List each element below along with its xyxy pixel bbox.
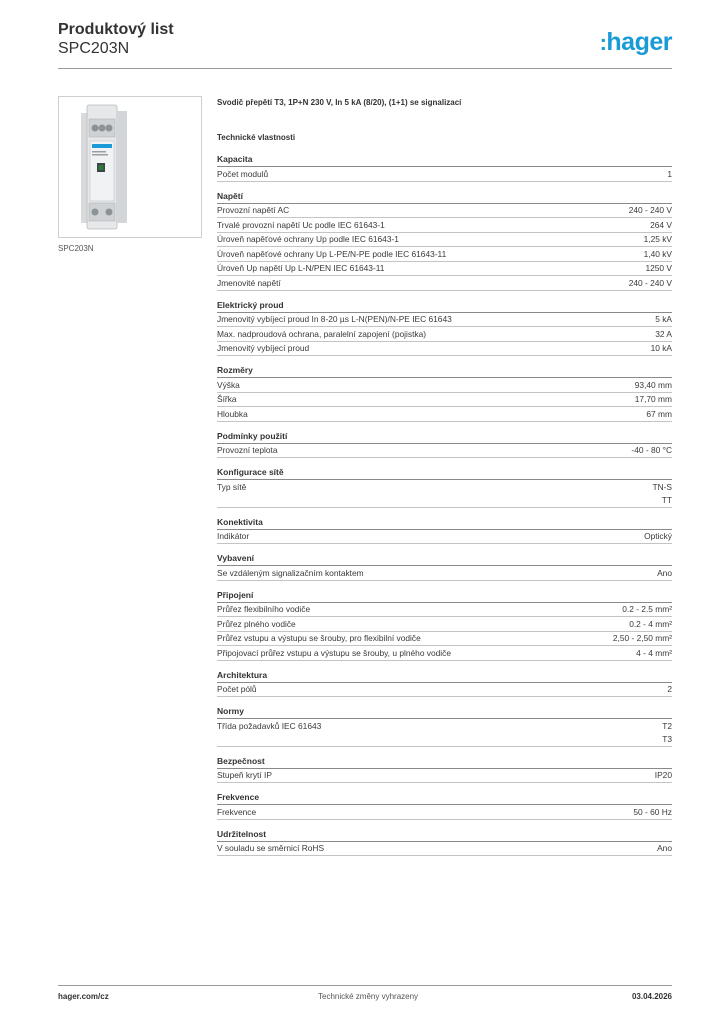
image-caption: SPC203N — [58, 244, 94, 253]
section-title: Připojení — [217, 589, 672, 603]
footer-date: 03.04.2026 — [631, 992, 672, 1001]
section-title: Kapacita — [217, 153, 672, 167]
specification-sections — [217, 153, 672, 856]
spec-value-group — [645, 262, 672, 275]
product-image — [58, 96, 202, 238]
spec-value-group — [622, 603, 672, 616]
hager-logo — [600, 28, 672, 57]
technical-properties-heading: Technické vlastnosti — [217, 133, 296, 142]
spec-label: Průřez flexibilního vodiče — [217, 604, 311, 614]
spec-value-group — [629, 618, 672, 631]
spec-label: Průřez plného vodiče — [217, 618, 296, 629]
spec-label: Třída požadavků IEC 61643 — [217, 720, 322, 731]
spec-value: 10 kA — [650, 343, 672, 353]
spec-label: Průřez vstupu a výstupu se šrouby, pro flexibilní vodiče — [217, 633, 421, 643]
spec-label: Stupeň krytí IP — [217, 770, 272, 780]
spec-row — [217, 233, 672, 248]
section-title: Udržitelnost — [217, 828, 672, 842]
spec-row — [217, 262, 672, 277]
spec-row — [217, 769, 672, 784]
spec-row — [217, 805, 672, 820]
spec-label: Počet modulů — [217, 168, 269, 179]
spec-row — [217, 617, 672, 632]
spec-row — [217, 342, 672, 357]
section-title: Rozměry — [217, 364, 672, 378]
spec-value-group — [662, 720, 672, 746]
spec-value-group — [635, 393, 672, 406]
spec-label: Výška — [217, 379, 240, 390]
footer-note: Technické změny vyhrazeny — [318, 992, 419, 1001]
section-title: Konektivita — [217, 516, 672, 530]
spec-section — [217, 791, 672, 820]
spec-value: Ano — [657, 843, 672, 853]
document-header — [58, 20, 174, 58]
spec-value-group — [644, 248, 672, 261]
spec-section — [217, 755, 672, 784]
spec-section — [217, 153, 672, 182]
specification-content — [217, 96, 672, 856]
spec-label: Typ sítě — [217, 481, 247, 492]
spec-label: Hloubka — [217, 408, 248, 419]
surge-protector-image — [59, 97, 201, 237]
spec-section — [217, 466, 672, 508]
spec-label: Indikátor — [217, 531, 250, 541]
spec-label: Úroveň napěťové ochrany Up L-PE/N-PE podle IEC 61643-11 — [217, 248, 447, 259]
spec-value: 2,50 - 2,50 mm² — [612, 633, 672, 643]
spec-value-group — [646, 408, 672, 421]
spec-row — [217, 204, 672, 219]
spec-row — [217, 167, 672, 182]
spec-value-group — [650, 219, 672, 232]
spec-value: 32 A — [655, 328, 672, 339]
spec-value: 0.2 - 4 mm² — [629, 618, 672, 629]
spec-value: 240 - 240 V — [628, 205, 672, 215]
spec-value-secondary: TT — [661, 494, 672, 505]
spec-value: IP20 — [654, 770, 672, 780]
section-title: Napětí — [217, 190, 672, 204]
spec-row — [217, 327, 672, 342]
spec-value: -40 - 80 °C — [631, 445, 672, 455]
spec-value-group — [667, 683, 672, 696]
spec-value-group — [651, 342, 672, 355]
spec-section — [217, 589, 672, 661]
section-title: Normy — [217, 705, 672, 719]
spec-value: 264 V — [650, 219, 672, 230]
logo-text: hager — [606, 28, 672, 56]
spec-label: Provozní teplota — [217, 445, 278, 455]
section-title: Architektura — [217, 669, 672, 683]
spec-row — [217, 632, 672, 647]
spec-value-group — [635, 379, 672, 392]
spec-value-group — [655, 769, 672, 782]
spec-label: Jmenovité napětí — [217, 277, 281, 288]
section-title: Frekvence — [217, 791, 672, 805]
spec-value-group — [644, 530, 672, 543]
document-title: Produktový list — [58, 21, 174, 38]
spec-value: 93,40 mm — [634, 379, 672, 390]
spec-value-group — [655, 328, 672, 341]
spec-section — [217, 705, 672, 747]
section-title: Podmínky použití — [217, 430, 672, 444]
spec-section — [217, 299, 672, 357]
spec-label: Šířka — [217, 394, 237, 404]
footer-website: hager.com/cz — [58, 992, 109, 1001]
spec-value-group — [629, 277, 672, 290]
spec-value-group — [657, 842, 672, 855]
footer-divider — [58, 985, 672, 986]
spec-value: 4 - 4 mm² — [636, 647, 672, 658]
spec-label: Úroveň napěťové ochrany Up podle IEC 61643-1 — [217, 234, 399, 244]
spec-row — [217, 719, 672, 747]
spec-row — [217, 313, 672, 328]
spec-row — [217, 247, 672, 262]
spec-row — [217, 378, 672, 393]
spec-row — [217, 842, 672, 857]
spec-label: Provozní napětí AC — [217, 205, 290, 215]
spec-value-group — [631, 444, 672, 457]
spec-row — [217, 393, 672, 408]
spec-row — [217, 566, 672, 581]
spec-value-group — [667, 168, 672, 181]
spec-section — [217, 430, 672, 459]
spec-value: 1,25 kV — [643, 234, 672, 244]
logo-dots-icon: : — [599, 30, 607, 55]
spec-value: T2 — [662, 720, 672, 731]
spec-label: Počet pólů — [217, 684, 257, 694]
spec-value: 1,40 kV — [643, 248, 672, 259]
spec-label: Jmenovitý vybíjecí proud — [217, 343, 310, 353]
product-description: Svodič přepětí T3, 1P+N 230 V, In 5 kA (8/20), (1+1) se signalizací — [217, 98, 462, 107]
spec-value: 17,70 mm — [634, 394, 672, 404]
spec-value-group — [629, 204, 672, 217]
spec-label: Jmenovitý vybíjecí proud In 8-20 µs L-N(PEN)/N-PE IEC 61643 — [217, 314, 452, 324]
spec-value: 5 kA — [655, 314, 672, 324]
section-title: Vybavení — [217, 552, 672, 566]
spec-value: 67 mm — [646, 408, 672, 419]
spec-row — [217, 646, 672, 661]
spec-value: 0.2 - 2.5 mm² — [622, 604, 672, 614]
spec-label: Max. nadproudová ochrana, paralelní zapojení (pojistka) — [217, 328, 427, 339]
spec-value: Ano — [657, 567, 672, 578]
spec-row — [217, 530, 672, 545]
spec-value: 50 - 60 Hz — [633, 806, 672, 817]
spec-section — [217, 669, 672, 698]
spec-value-group — [655, 313, 672, 326]
spec-value-group — [644, 233, 672, 246]
spec-row — [217, 683, 672, 698]
spec-row — [217, 603, 672, 618]
spec-value-group — [633, 806, 672, 819]
spec-value-secondary: T3 — [662, 733, 672, 744]
spec-label: Trvalé provozní napětí Uc podle IEC 61643-1 — [217, 219, 385, 230]
spec-row — [217, 276, 672, 291]
spec-section — [217, 364, 672, 422]
spec-section — [217, 828, 672, 857]
spec-row — [217, 218, 672, 233]
section-title: Konfigurace sítě — [217, 466, 672, 480]
spec-label: Úroveň Up napětí Up L-N/PEN IEC 61643-11 — [217, 263, 385, 273]
spec-row — [217, 407, 672, 422]
spec-value-group — [636, 647, 672, 660]
spec-value: 2 — [667, 684, 672, 694]
spec-label: Připojovací průřez vstupu a výstupu se šrouby, u plného vodiče — [217, 647, 452, 658]
spec-value-group — [613, 632, 672, 645]
spec-value-group — [652, 481, 672, 507]
spec-section — [217, 190, 672, 291]
spec-section — [217, 552, 672, 581]
spec-section — [217, 516, 672, 545]
spec-value: TN-S — [652, 481, 672, 492]
section-title: Elektrický proud — [217, 299, 672, 313]
spec-label: Se vzdáleným signalizačním kontaktem — [217, 567, 364, 578]
product-code: SPC203N — [58, 40, 130, 57]
spec-label: V souladu se směrnicí RoHS — [217, 843, 325, 853]
spec-value-group — [657, 567, 672, 580]
spec-value: 1 — [667, 168, 672, 179]
section-title: Bezpečnost — [217, 755, 672, 769]
spec-row — [217, 480, 672, 508]
spec-value: Optický — [644, 531, 672, 541]
spec-value: 1250 V — [645, 263, 672, 273]
spec-value: 240 - 240 V — [628, 277, 672, 288]
spec-row — [217, 444, 672, 459]
header-divider — [58, 68, 672, 69]
spec-label: Frekvence — [217, 806, 257, 817]
